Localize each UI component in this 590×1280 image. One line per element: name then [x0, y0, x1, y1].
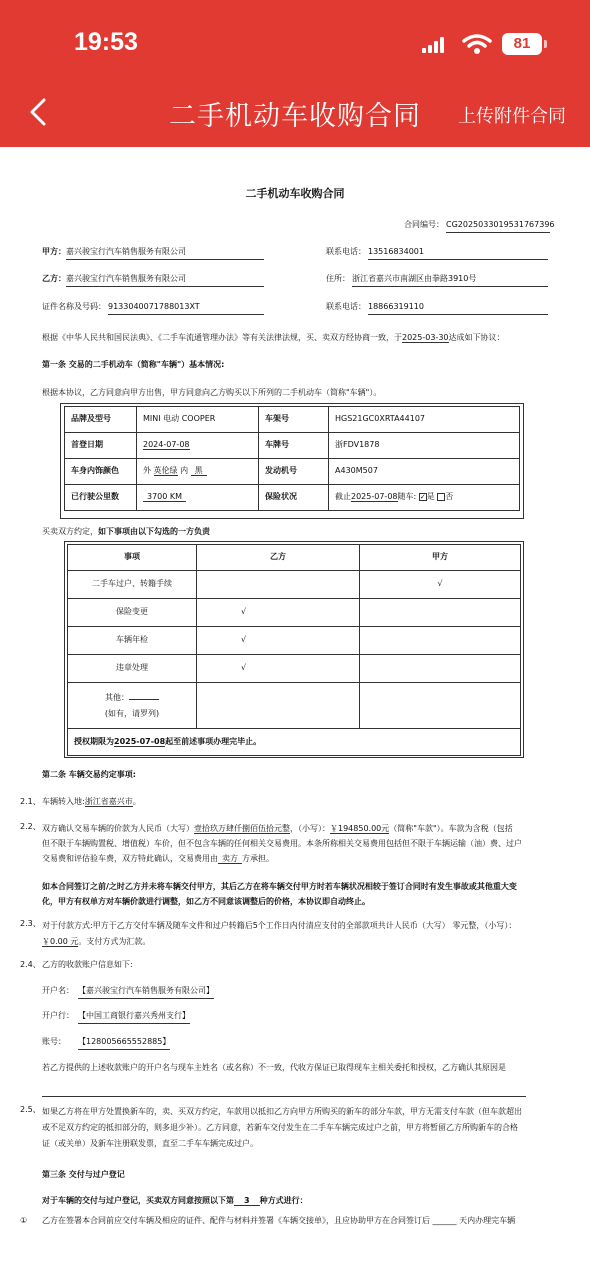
clause-2-3-num: 2.3、 — [20, 919, 41, 928]
mileage-unit: KM — [169, 492, 183, 502]
color-value — [137, 459, 259, 485]
price-capital: 壹拾玖万肆仟捌佰伍拾元整 — [194, 824, 290, 833]
article-1-title: 第一条 交易的二手机动车（简称"车辆"）基本情况: — [42, 360, 225, 369]
responsibility-table — [67, 544, 521, 756]
resp-intro-text: 买卖双方约定， — [42, 527, 98, 536]
contract-document — [0, 147, 590, 1280]
clause-2-5-line-3: 证（或关单）及新车注册联发票，直至二手车车辆完成过户。 — [42, 1139, 258, 1148]
engine-value: A430M507 — [329, 459, 520, 485]
intro-paragraph — [42, 332, 562, 345]
art3-item-text: 乙方在签署本合同前应交付车辆及相应的证件、配件与材料并签署《车辆交接单》，且应协助甲方在合同签订后 ______ 天内办理完车辆 — [42, 1216, 516, 1225]
adjustment-line-2: 化，甲方有权单方对车辆价款进行调整，如乙方不同意该调整后的价格，本协议即自动终止。 — [42, 897, 370, 906]
insurance-prefix: 截止 — [335, 492, 351, 502]
resp-row-3-item: 车辆年检 — [68, 627, 197, 655]
destination: 浙江省嘉兴市 — [84, 797, 133, 806]
deadline-date: 2025-07-08 — [114, 736, 166, 746]
resp-other-label: 其他： — [105, 693, 129, 703]
brand-value: MINI 电动 COOPER — [137, 407, 259, 433]
clause-2-2-line-1 — [42, 821, 562, 836]
vin-value: HGS21GC0XRTA44107 — [329, 407, 520, 433]
intro-text-end: 达成如下协议： — [448, 333, 505, 342]
party-b-label: 乙方： — [42, 274, 66, 283]
phone-b: 18866319110 — [368, 301, 548, 315]
mileage-label: 已行驶公里数 — [65, 485, 137, 511]
phone-b-label: 联系电话： — [326, 302, 366, 311]
article-3-title: 第三条 交付与过户登记 — [42, 1170, 125, 1179]
delivery-method-number: 3 — [234, 1196, 260, 1206]
color-int-prefix: 内 — [180, 466, 189, 476]
resp-row-1-item: 二手车过户、转籍手续 — [68, 571, 197, 599]
deadline-prefix: 授权期限为 — [74, 736, 114, 746]
insurance-label: 保险状况 — [259, 485, 329, 511]
resp-intro — [42, 526, 210, 539]
cert-number: 9133040071788013XT — [108, 301, 264, 315]
color-exterior: 英伦绿 — [153, 466, 178, 476]
address-label: 住所： — [326, 274, 350, 283]
contract-no: CG2025033019531767396 — [446, 219, 550, 233]
table-row — [68, 571, 521, 599]
cert-label: 证件名称及号码： — [42, 302, 106, 311]
payment-amount: ￥0.00 元 — [42, 937, 79, 946]
clause-2-1-end: 。 — [132, 797, 141, 806]
resp-row-2-a — [360, 599, 521, 627]
insurance-date: 2025-07-08 — [351, 492, 398, 502]
checked-box-icon: ✓ — [419, 492, 426, 501]
resp-row-2-item: 保险变更 — [68, 599, 197, 627]
color-label: 车身内饰颜色 — [65, 459, 137, 485]
fee-intro: 交易费和评估验车费，双方特此确认，交易费用由 — [42, 854, 218, 863]
resp-row-4-b: √ — [197, 655, 360, 683]
account-name: 【嘉兴骏宝行汽车销售服务有限公司】 — [78, 985, 214, 999]
signal-icon — [422, 37, 446, 53]
deadline-suffix: 起至前述事项办理完毕止。 — [165, 736, 262, 746]
art3-intro-end: 种方式进行： — [259, 1196, 308, 1205]
table-row — [65, 459, 520, 485]
clause-2-2-line-3 — [42, 851, 562, 866]
resp-other-cell — [68, 683, 197, 729]
table-row — [68, 599, 521, 627]
mileage-value — [137, 485, 259, 511]
resp-row-3-a — [360, 627, 521, 655]
resp-row-4-item: 违章处理 — [68, 655, 197, 683]
table-row — [65, 433, 520, 459]
insurance-no: 否 — [445, 492, 454, 502]
article-1-text: 根据本协议，乙方同意向甲方出售，甲方同意向乙方购买以下所列的二手机动车（简称"车辆"）。 — [42, 388, 382, 397]
bank-name: 【中国工商银行嘉兴秀州支行】 — [78, 1010, 190, 1024]
resp-deadline-cell — [68, 729, 521, 756]
mileage: 3700 — [147, 492, 168, 502]
contract-title: 二手机动车收购合同 — [245, 187, 345, 200]
account-note-blank — [42, 1087, 526, 1097]
fee-payer: 卖方 — [218, 854, 242, 864]
resp-row-3-b: √ — [197, 627, 360, 655]
party-a-label: 甲方： — [42, 247, 66, 256]
status-time: 19:53 — [74, 28, 138, 56]
reg-date-value — [137, 433, 259, 459]
insurance-value — [329, 485, 520, 511]
price-intro: 双方确认交易车辆的价款为人民币（大写） — [42, 824, 194, 833]
nav-bar — [0, 80, 590, 147]
price-tail: （简称"车款"）。车款为含税（包括 — [389, 824, 513, 833]
page-title: 二手机动车收购合同 — [169, 101, 421, 132]
resp-intro-bold: 如下事项由以下勾选的一方负责 — [98, 527, 210, 536]
color-interior: 黑 — [191, 466, 207, 476]
resp-other-blank — [129, 699, 159, 700]
resp-head-a: 甲方 — [360, 545, 521, 571]
mileage-number — [143, 492, 186, 502]
clause-2-2-line-2: 但不限于车辆购置税、增值税）车价，但不包含车辆的任何相关交易费用。本条所称相关交易费用包括但不限于车辆运输（油）费、过户 — [42, 839, 522, 848]
clause-2-4-num: 2.4、 — [20, 960, 41, 969]
phone-a: 13516834001 — [368, 246, 548, 260]
vehicle-table — [64, 406, 520, 511]
clause-2-5-line-1: 如果乙方将在甲方处置换新车的，卖、买双方约定，车款用以抵扣乙方向甲方所购买的新车的部分车款，甲方无需支付车款（但车款超出 — [42, 1107, 522, 1116]
engine-label: 发动机号 — [259, 459, 329, 485]
intro-text: 根据《中华人民共和国民法典》、《二手车流通管理办法》等有关法律法规，买、卖双方经协商一致，于 — [42, 333, 402, 342]
table-row — [65, 407, 520, 433]
account-name-label: 开户名： — [42, 986, 74, 995]
wifi-icon — [462, 33, 492, 55]
clause-2-5-num: 2.5、 — [20, 1105, 41, 1114]
art3-item-num: ① — [20, 1216, 28, 1225]
clause-2-3-line-1: 对于付款方式:甲方于乙方交付车辆及随车文件和过户转籍后5个工作日内付清应支付的全部款项共计人民币（大写） 零元整，（小写）： — [42, 921, 517, 930]
party-b: 嘉兴骏宝行汽车销售服务有限公司 — [66, 273, 264, 287]
bank-label: 开户行： — [42, 1011, 74, 1020]
plate-label: 车牌号 — [259, 433, 329, 459]
article-2-title: 第二条 车辆交易约定事项: — [42, 770, 136, 779]
price-mid: ，（小写）： — [290, 824, 330, 833]
table-row — [68, 683, 521, 729]
price-amount: ￥194850.00元 — [330, 824, 390, 833]
resp-row-2-b: √ — [197, 599, 360, 627]
battery-level: 81 — [502, 33, 542, 55]
color-ext-prefix: 外 — [143, 466, 151, 476]
account-number-label: 账号： — [42, 1037, 66, 1046]
insurance-yes: 是 — [426, 492, 435, 502]
adjustment-paragraph — [42, 879, 562, 909]
party-a: 嘉兴骏宝行汽车销售服务有限公司 — [66, 246, 264, 260]
clause-2-1-num: 2.1、 — [20, 797, 41, 806]
clause-2-5-line-2: 或不足双方约定的抵扣部分的，则多退少补）。乙方同意，若新车交付发生在二手车车辆完成过户之前，甲方将暂留乙方所购新车的合格 — [42, 1123, 518, 1132]
clause-2-1-text: 车辆转入地: — [42, 797, 85, 806]
address: 浙江省嘉兴市南湖区由拳路3910号 — [352, 273, 548, 287]
table-row — [68, 545, 521, 571]
vin-label: 车架号 — [259, 407, 329, 433]
resp-other-b — [197, 683, 360, 729]
table-row — [68, 729, 521, 756]
account-number: 【128005665552885】 — [78, 1036, 170, 1050]
phone-a-label: 联系电话： — [326, 247, 366, 256]
insurance-suffix: 随车: — [397, 492, 417, 502]
clause-2-5 — [42, 1104, 562, 1152]
art3-intro-text: 对于车辆的交付与过户登记，买卖双方同意按照以下第 — [42, 1196, 234, 1205]
clause-2-1 — [42, 796, 141, 809]
plate-value: 浙FDV1878 — [329, 433, 520, 459]
resp-other-a — [360, 683, 521, 729]
reg-date-label: 首登日期 — [65, 433, 137, 459]
battery-icon — [544, 40, 547, 48]
resp-row-1-a: √ — [360, 571, 521, 599]
adjustment-line-1: 如本合同签订之前/之时乙方并未将车辆交付甲方，其后乙方在将车辆交付甲方时若车辆状况相较于签订合同时有发生事故或其他重大变 — [42, 882, 517, 891]
intro-date: 2025-03-30 — [402, 333, 449, 342]
reg-date: 2024-07-08 — [143, 440, 190, 450]
resp-row-1-b — [197, 571, 360, 599]
fee-tail: 方承担。 — [242, 854, 274, 863]
resp-head-b: 乙方 — [197, 545, 360, 571]
clause-2-3 — [42, 918, 562, 950]
payment-method: 。支付方式为汇款。 — [78, 937, 151, 946]
status-bar — [0, 0, 590, 80]
table-row — [65, 485, 520, 511]
article-3-intro — [42, 1195, 308, 1208]
clause-2-4: 乙方的收款账户信息如下: — [42, 960, 133, 969]
upload-attachment-button[interactable]: 上传附件合同 — [458, 106, 566, 127]
brand-label: 品牌及型号 — [65, 407, 137, 433]
resp-row-4-a — [360, 655, 521, 683]
resp-head-item: 事项 — [68, 545, 197, 571]
clause-2-2-num: 2.2、 — [20, 822, 41, 831]
contract-no-label: 合同编号： — [404, 220, 444, 229]
clause-2-2 — [42, 821, 562, 866]
table-row — [68, 655, 521, 683]
clause-2-3-line-2 — [42, 934, 562, 950]
resp-other-note: (如有，请罗列) — [104, 708, 160, 718]
account-note: 若乙方提供的上述收款账户的开户名与现车主姓名（或名称）不一致，代收方保证已取得现车主相关委托和授权，乙方确认其原因是 — [42, 1063, 506, 1072]
table-row — [68, 627, 521, 655]
